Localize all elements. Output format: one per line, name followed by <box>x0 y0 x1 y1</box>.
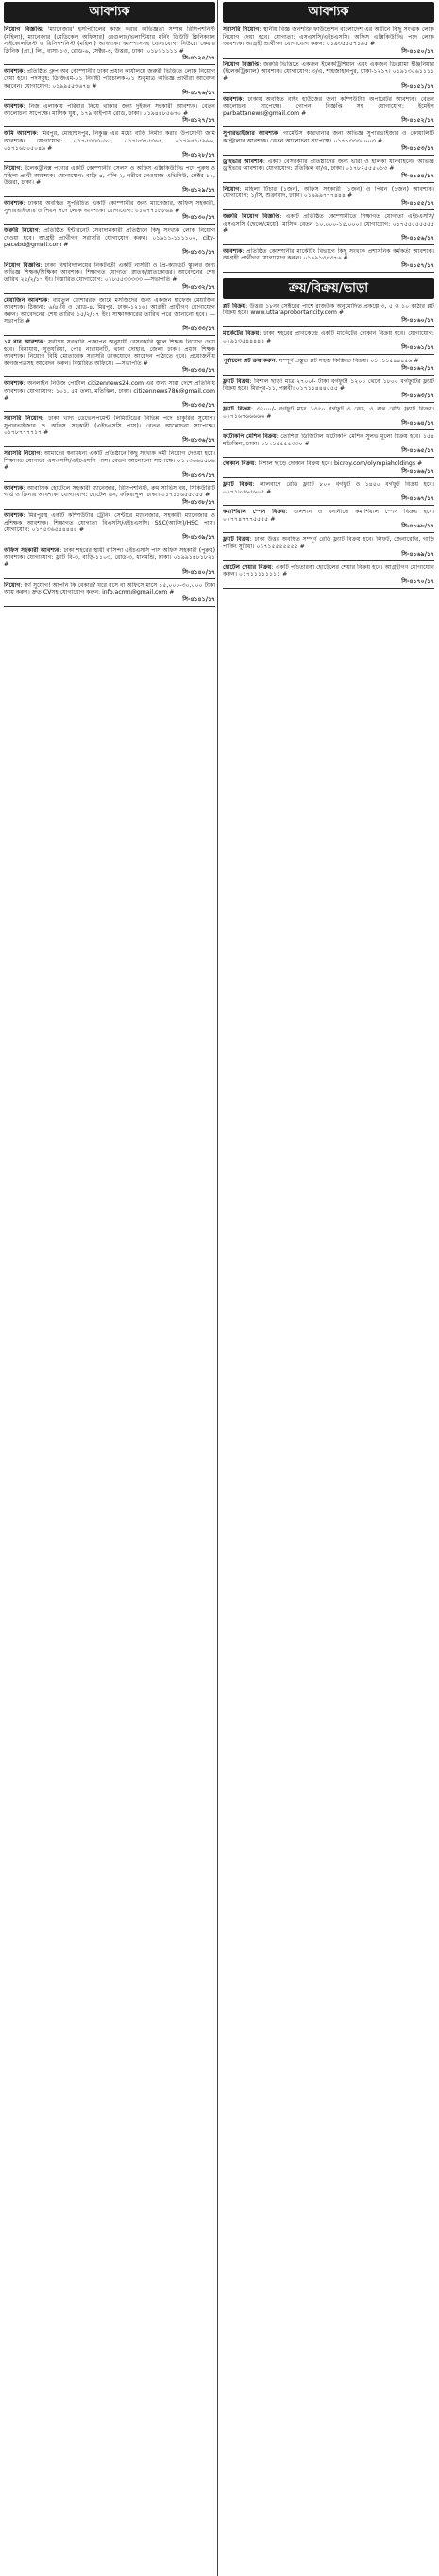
classified-ad <box>223 61 434 91</box>
ad-body: : ঢাকা উত্তর অবস্থিত সম্পূর্ণ রেডি ফ্ল্যাট বিক্রয় হবে। লিফট, জেনারেটর, গাড়ি পার্কিং সুবিধা। ০১৭১৫৫৫৫৫৫৫ # <box>223 536 434 550</box>
ad-body: : অনলাইন নিউজ পোর্টাল citizennews24.com এর জন্য সারা দেশে প্রতিনিধি আবশ্যক। যোগাযোগ: ১০১, ৫ম তলা, মতিঝিল, ঢাকা। citizennews786@gmail.com # <box>4 380 215 402</box>
ad-code: সি-৪১৭০/১৭ <box>401 577 434 585</box>
ad-separator <box>4 196 215 197</box>
ad-text <box>223 460 434 468</box>
ad-separator <box>4 293 215 294</box>
ad-body: : একটি পাঁচতারকা হোটেলের শেয়ার বিক্রয় হবে। আগ্রহীগণ যোগাযোগ করুন। ০১৭১১১১১১১১ # <box>223 563 434 578</box>
ad-title: আবশ্যক <box>4 199 24 207</box>
ad-body: : আমাদের স্বনামধন্য একটি প্রতিষ্ঠানে কিছু সংখ্যক কর্মী নিয়োগ দেওয়া হবে। শিক্ষাগত যোগ্যতা এসএসসি/এইচএসসি পাস। বেতন আলোচনা সাপেক্ষে। ০১৭৩৬৬৫৫৮৯ # <box>4 449 215 472</box>
ad-body: : উত্তরা ১৮নং সেক্টরের পাশে রাজউক অনুমোদিত প্রকল্পে ৩, ৫ ও ১০ কাঠার প্লট বিক্রয় হবে। www.uttaraprobortancity.com # <box>223 302 434 317</box>
classified-ad <box>223 433 434 455</box>
ad-code: সি-৪১৩৩/১৭ <box>182 326 215 333</box>
classified-ad <box>223 564 434 586</box>
ad-separator <box>223 326 434 327</box>
ad-title: সরাসরি নিয়োগ <box>4 449 41 457</box>
ad-text <box>223 303 434 317</box>
ad-title: পূর্বাচলে প্লট ক্রয় করুন <box>223 358 276 365</box>
ad-title: আবশ্যক <box>4 68 24 75</box>
classified-ad <box>4 380 215 410</box>
ad-body: : স্থানীয় বিজ্ঞ জনশক্তি ফাউন্ডেশন বাংলাদেশ এর অধীনে কিছু সংখ্যক লোক নিয়োগ দেয়া হবে। যোগ্যতা: এসএসসি/এইচএসসি। অফিস এক্সিকিউটিভ পদে লোক আবশ্যক। আগ্রহী প্রার্থীগণ যোগাযোগ করুন: ০১৯৩৫৫৫৭১৯৫ # <box>223 26 434 48</box>
ad-title: আবশ্যক <box>4 484 24 492</box>
ad-code: সি-৪১২৯/১৭ <box>182 186 215 193</box>
classified-ad <box>223 186 434 208</box>
ad-text <box>223 186 434 200</box>
ad-code: সি-৪১৩৪/১৭ <box>182 367 215 375</box>
ad-separator <box>4 578 215 579</box>
ad-body: : গুলশান ও বনানীতে কমার্শিয়াল স্পেস বিক্রয় হবে। ০১৭৭৪৭৭৭৫৫৫৫ # <box>223 509 434 523</box>
ad-separator <box>223 588 434 589</box>
ad-body: : ইলেকট্রনিক্স পণ্যের একটি কোম্পানীর সেলস ও অফিস এক্সিকিউটিভ পদে পুরুষ ও মহিলা প্রার্থী আবশ্যক। যোগাযোগ: বাড়ি-৪, গলি-২, গরীবে নেওয়াজ এভিনিউ, সেক্টর-১১, উত্তরা, ঢাকা। # <box>4 165 215 187</box>
classified-ad <box>4 485 215 507</box>
ad-text <box>4 165 215 187</box>
ad-title: ১ম বার আবশ্যক <box>4 339 44 346</box>
classified-ad <box>4 200 215 222</box>
classified-ad <box>4 262 215 292</box>
ad-text <box>4 415 215 437</box>
ad-title: ফটোকপি মেশিন বিক্রয় <box>223 433 277 441</box>
ad-code: সি-৪১৫৩/১৭ <box>401 144 434 152</box>
ad-code: সি-৪১৫২/১৭ <box>401 117 434 125</box>
ad-text <box>223 358 434 365</box>
ad-separator <box>223 272 434 273</box>
classified-ad <box>223 358 434 373</box>
right-section-heading: আবশ্যক <box>223 2 434 23</box>
classified-ad <box>4 582 215 604</box>
ad-code: সি-৪১৫০/১৭ <box>401 47 434 55</box>
classified-ad <box>223 378 434 400</box>
ad-title: ফ্ল্যাট বিক্রয় <box>223 536 250 544</box>
ad-code: সি-৪১২৬/১৭ <box>182 90 215 97</box>
ad-text <box>223 26 434 48</box>
ad-separator <box>223 429 434 430</box>
ad-code: সি-৪১৬৩/১৭ <box>401 393 434 400</box>
ad-code: সি-৪১৫৫/১৭ <box>401 199 434 207</box>
classified-ad <box>223 130 434 152</box>
ad-text <box>223 509 434 523</box>
ad-body: : সর্বশেষ সরকারি প্রজ্ঞাপন অনুযায়ী বেসরকারি স্কুলে শিক্ষক নিয়োগ দেয়া হবে। বিনাযায়, ঘুড়ঘরিয়া, পোঃ নারায়নটি, থানা দোহার, জেলা ঢাকা। প্রধান শিক্ষক আবশ্যক। নিয়োগ বিধি মোতাবেক সরাসরি ডাকযোগে আবেদন পাঠাতে হবে। প্রয়োজনীয় কাগজপত্রসহ আবেদন করুন। বিস্তারিত অফিসে। —সভাপতি # <box>4 339 215 367</box>
classified-ad <box>223 159 434 180</box>
ad-code: সি-৪১৩৭/১৭ <box>182 471 215 478</box>
right-column <box>223 0 434 2576</box>
ad-text <box>223 61 434 83</box>
ad-separator <box>4 606 215 607</box>
ad-body: : ঢাকা বিশ্ববিদ্যালয়ের নিকটবর্তী একটি নার্সারী ও প্রি-ক্যাডেট স্কুলের জন্য অভিজ্ঞ শিক্ষক/শিক্ষিকা আবশ্যক। শিক্ষাগত যোগ্যতা স্নাতক/স্নাতকোত্তর। আবেদনের শেষ তারিখ ২৫/২/১৭ ইং। বিস্তারিত যোগাযোগ: ০১৮৫৫৩৩৩৩৩ —সভাপতি # <box>4 261 215 284</box>
left-section-heading: আবশ্যক <box>4 2 215 23</box>
ad-text <box>4 547 215 569</box>
classified-ad <box>4 339 215 375</box>
ad-text <box>223 330 434 344</box>
ad-text <box>4 339 215 367</box>
ad-separator <box>223 457 434 458</box>
ad-title: আবশ্যক <box>223 95 243 103</box>
classified-ad <box>4 450 215 479</box>
ad-code: সি-৪১৬৬/১৭ <box>401 468 434 475</box>
ad-body: : গার্মেন্টস কারখানার জন্য অভিজ্ঞ সুপারভাইজার ও কোয়ালিটি কন্ট্রোলার আবশ্যক। বেতন আলোচনা সাপেক্ষে। ০১৭১৩৩৩০০০৩ # <box>223 130 434 144</box>
classified-ad <box>223 96 434 125</box>
right-section-heading-2: ক্রয়/বিক্রয়/ভাড়া <box>223 278 434 299</box>
classified-ad <box>223 248 434 270</box>
ad-text <box>223 96 434 118</box>
ad-code: সি-৪১৩৬/১৭ <box>182 436 215 443</box>
ad-body: : 'ম্যানেজার' হসপিটালের কাজ করার অভিজ্ঞতা সম্পন্ন রিসিপশনিস্ট (মহিলা), ম্যানেজার (মেডিকেল অফিসার) রেগুলার/ভলান্টিয়ার মর্নিং ডিউটি ক্লিনিক্যাল সাইকোলজিস্ট ও রিসিপশনিস্ট (মহিলা) আবশ্যক। ক্যাম্পাসসহ যোগাযোগ: নিউরো কেয়ার ক্লিনিক (প্রা.) লি., বাসা-১৩, রোড-৬, সেক্টর-৩, উত্তরা, ঢাকা। ০১৮১১১১১ # <box>4 26 215 55</box>
ad-code: সি-৪১৩৮/১৭ <box>182 498 215 506</box>
ad-title: নিয়োগ বিজ্ঞপ্তি <box>4 261 41 269</box>
classified-ad <box>223 460 434 476</box>
ad-separator <box>223 126 434 127</box>
ad-separator <box>223 58 434 59</box>
ad-title: ফ্ল্যাট বিক্রয় <box>223 377 250 385</box>
classified-ad <box>4 130 215 159</box>
classified-ad <box>4 26 215 62</box>
ad-separator <box>223 375 434 376</box>
ad-title: কমার্শিয়াল স্পেস বিক্রয় <box>223 509 286 516</box>
ad-text <box>4 512 215 534</box>
classified-ad <box>4 165 215 194</box>
ad-body: : ঢাকা খাদ্য ডেভেলপমেন্ট লিমিটেডের বিভিন্ন পদে চাকুরির সুযোগ। সুপারভাইজার ও অফিস সহকারী (এইচএসসি পাস)। বেতন আলোচনা সাপেক্ষে। ০১৭৮৭৭৭৭১৭ # <box>4 415 215 437</box>
ad-title: নিয়োগ <box>4 165 21 173</box>
ad-text <box>223 536 434 550</box>
ad-body: : মহিলা টিচার (১জন), অফিস সহকারী (১জন) ও পিয়ন (১জন) আবশ্যক। যোগাযোগ: ১/সি, শুক্রাবাদ, ঢাকা। ০১৯৯৯৭৭৭৪৪৪ # <box>223 185 434 200</box>
classified-ad <box>4 103 215 125</box>
ad-body: : মিরপুরস্থ একটি কম্পিউটার ট্রেনিং সেন্টারে ম্যানেজার, সহকারী ম্যানেজার ও প্রশিক্ষক আবশ্যক। শিক্ষাগত যোগ্যতা বিএসসি/এইচএসসি। SSC(আর্টস)/HSC পাস। যোগাযোগ: ০১৭৫৩৬৫৪৪৪৪৪ # <box>4 511 215 534</box>
column-divider <box>217 0 218 2576</box>
classified-ad <box>4 297 215 333</box>
ad-title: সরাসরি নিয়োগ <box>223 26 260 33</box>
ad-title: সরাসরি নিয়োগ <box>4 415 42 423</box>
ad-separator <box>223 477 434 478</box>
ad-code: সি-৪১৩৯/১৭ <box>182 533 215 541</box>
ad-text <box>223 248 434 262</box>
ad-separator <box>223 505 434 506</box>
ad-body: : নিজ এলাকায় পরিবার নিয়ে থাকার জন্য দুইজন সহকারী আবশ্যক। বেতন আলোচনা সাপেক্ষে। মাসিক ঘুষ্য, ১৭৯ বাইপাস রোড, ঢাকা। ০১৯৪৪৮৫৬৭০ # <box>4 103 215 117</box>
ad-body: : প্রতিষ্ঠিত গ্রুপ অব কোম্পানীর ঢাকা প্রধান কার্যালয়ে জরুরী ভিত্তিতে লোক নিয়োগ দেয়া হবে। পদসমূহ: ডিজিএম-০১ নির্বাহী পরিচালক-০১ শুধুমাত্র অভিজ্ঞ প্রার্থীরা আবেদন করবেন। যোগাযোগ: ০১৯৯৫৫৩৬৭৪ # <box>4 68 215 90</box>
ad-title: মার্কেটের বিক্রয় <box>223 330 260 338</box>
ad-separator <box>223 560 434 561</box>
ad-body: : প্রতিষ্ঠিত ইন্টারনেট সেবাদানকারী প্রতিষ্ঠানে কিছু সংখ্যক লোক নিয়োগ দেওয়া হবে। আগ্রহী প্রার্থীগণ সরাসরি যোগাযোগ করুন। ০১৬১১-১১১১০০, city-pacebd@gmail.com # <box>4 227 215 249</box>
ad-separator <box>223 244 434 245</box>
ad-text <box>4 26 215 55</box>
ad-title: ড্রাইভার আবশ্যক <box>223 158 263 165</box>
ad-text <box>223 130 434 144</box>
ad-code: সি-৪১৬১/১৭ <box>401 344 434 352</box>
ad-code: সি-৪১২৭/১৭ <box>182 117 215 125</box>
ad-title: নিয়োগ <box>4 581 21 589</box>
ad-code: সি-৪১৫১/১৭ <box>401 82 434 90</box>
classified-ad <box>223 509 434 530</box>
ad-separator <box>223 209 434 210</box>
ad-code: সি-৪১৬৪/১৭ <box>401 420 434 427</box>
ad-separator <box>223 182 434 183</box>
ad-text <box>223 406 434 420</box>
ad-code: সি-৪১৫৬/১৭ <box>401 234 434 242</box>
ad-text <box>223 481 434 495</box>
ad-separator <box>4 481 215 482</box>
ad-text <box>223 378 434 393</box>
classified-ad <box>223 303 434 325</box>
classified-ad <box>223 26 434 56</box>
ad-title: নিয়োগ <box>223 185 240 192</box>
ad-separator <box>4 446 215 447</box>
ad-text <box>4 297 215 326</box>
ad-text <box>4 485 215 499</box>
ad-title: ফ্ল্যাট বিক্রয় <box>223 481 253 488</box>
classified-ad <box>223 406 434 427</box>
ad-body: : বায়তুল মোশাররফ জামে মসজিদের জন্য একজন হাফেজ মেয়াজিন আবশ্যক। ঠিকানা: ৬/৪-বি ও রোড-৪, মিরপুর, ঢাকা-১২১৬। আগ্রহী প্রার্থীগণ যোগাযোগ করুন। আবেদনের শেষ তারিখ ১৫/২/১৭ ইং। সাক্ষাৎকারের তারিখ পরে জানানো হবে। —সভাপতি # <box>4 296 215 326</box>
ad-body: : একটি বেসরকারি প্রতিষ্ঠানের জন্য ভারী ও হালকা যানবাহনের অভিজ্ঞ ড্রাইভার আবশ্যক। যোগাযোগ: মতিঝিল বা/এ, ঢাকা। ০১৭৮২৫৫৫০১৩ # <box>223 158 434 173</box>
ad-text <box>223 213 434 235</box>
ad-body: : বিশাল ছাড়! মাত্র ২৭০০/- টাকা বর্গফুট! ১২০০ থেকে ১৮০০ বর্গফুটের ফ্ল্যাট বিক্রয় হবে। মিরপুর-১১, পল্লবী। ০১৭১১৪৪৪৫৫৫ # <box>223 377 434 393</box>
ad-code: সি-৪১৫৪/১৭ <box>401 172 434 179</box>
ad-code: সি-৪১৩৫/১৭ <box>182 402 215 410</box>
ad-separator <box>223 402 434 403</box>
ad-text <box>223 564 434 578</box>
classified-ad <box>223 481 434 503</box>
classified-ad <box>223 536 434 558</box>
ad-text <box>4 262 215 284</box>
ad-separator <box>223 354 434 355</box>
classified-ad <box>4 512 215 542</box>
ad-code: সি-৪১৬০/১৭ <box>401 317 434 325</box>
ad-separator <box>4 224 215 225</box>
ad-separator <box>223 92 434 93</box>
classified-ad <box>4 68 215 97</box>
ad-body: : জরুরি ভিত্তিতে একজন ইলেকট্রিশিয়ান এবং একজন ডিপ্লোমা ইঞ্জিনিয়ার (ইলেকট্রিক্যাল) আবশ্যক। যোগাযোগ: ৩/এ, শাহজাহানপুর, ঢাকা-১২১৭। ০১৯১৩৫৬১১১১ # <box>223 60 434 82</box>
left-column <box>4 0 215 2576</box>
ad-text <box>4 380 215 402</box>
ad-title: আবশ্যক <box>4 380 24 388</box>
ad-code: সি-৪১৪০/১৭ <box>182 568 215 576</box>
ad-text <box>4 68 215 90</box>
ad-body: : ঢাকায় অবস্থিত সুপরিচিত একটি কোম্পানীর জন্য ম্যানেজার, অফিস সহকারী, সুপারভাইজার ও পিয়ন পদে লোক আবশ্যক। যোগাযোগ: ০১৬৭৭১৮৮৬৯ # <box>4 199 215 214</box>
ad-text <box>223 433 434 447</box>
ad-body: : প্রতিষ্ঠিত কোম্পানীর মার্কেটিং বিভাগে কিছু সংখ্যক প্রশাসনিক কর্মকর্তা আবশ্যক। আগ্রহী প্রার্থীগণ যোগাযোগ করুন। ০১৯৯১৩৪৩৭৬ # <box>223 247 434 262</box>
ad-text <box>4 130 215 152</box>
ad-separator <box>4 64 215 65</box>
right-ads-list-2 <box>223 303 434 589</box>
ad-title: আবশ্যক <box>223 247 243 255</box>
ad-body: : ঢাকায় অবস্থিত বাইং হাউজের জন্য কম্পিউটার অপারেটর আবশ্যক। বেতন আলোচনা সাপেক্ষে। গোপন বিজ্ঞপ্তি সহ যোগাযোগ: ইমেইল parbattanews@gmail.com # <box>223 95 434 117</box>
ad-text <box>4 227 215 249</box>
ad-code: সি-৪১৬৭/১৭ <box>401 495 434 503</box>
ad-title: জরুরি নিয়োগ বিজ্ঞপ্তি <box>223 212 280 220</box>
ad-body: : ঢাকা শহরের স্থায়ী বাসিন্দা এইচএসসি পাস অফিস সহকারী (পুরুষ) আবশ্যক। যোগাযোগ: ফ্লাট বি-৩, বাড়ি-১১০৩, রোড-৩, ধানমন্ডি, ঢাকা। ০১৯৯১৪৮১৮২১ # <box>4 546 215 568</box>
left-ads-list <box>4 26 215 607</box>
right-ads-list <box>223 26 434 273</box>
ad-separator <box>4 161 215 162</box>
ad-separator <box>223 532 434 533</box>
ad-title: জরুরি নিয়োগ <box>4 227 39 235</box>
ad-text <box>4 103 215 117</box>
ad-title: আবশ্যক <box>4 103 24 110</box>
ad-code: সি-৪১৬৮/১৭ <box>401 523 434 530</box>
ad-title: নিয়োগ বিজ্ঞপ্তি <box>4 26 42 33</box>
ad-text <box>223 159 434 173</box>
ad-body: : একটি প্রতিষ্ঠিত কোম্পানীতে শিক্ষাগত যোগ্যতা এইচএসসি/এসএসসি (ছেলে/মেয়ে)। মাসিক বেতন ১০,০০০-১৫,০০০। যোগাযোগ: ০১৭৫৫৫৫৫৫৫৫ # <box>223 212 434 235</box>
classified-ad <box>4 227 215 257</box>
ad-text <box>4 582 215 596</box>
ad-separator <box>4 411 215 412</box>
ad-code: সি-৪১৬৯/১৭ <box>401 550 434 558</box>
ad-title: মেয়াজিন আবশ্যক <box>4 296 48 304</box>
ad-title: জমি আবশ্যক <box>4 130 37 138</box>
ad-separator <box>4 335 215 336</box>
ad-title: নিয়োগ বিজ্ঞপ্তি <box>223 60 260 68</box>
ad-separator <box>4 99 215 100</box>
ad-text <box>4 200 215 214</box>
ad-code: সি-৪১৬৫/১৭ <box>401 447 434 455</box>
ad-body: : মিরপুর, মোহাম্মদপুর, নিকুঞ্জ এর মধ্যে বাড়ি নির্মাণ করার উপযোগী জমি আবশ্যক। যোগাযোগ: ০১৭৫৩৩৩০৮৫, ০১৭৮৩৭৫৩৬৭, ০১৭৯৪১৫৯৬৬, ০১৭১৬৮০৫০৪৬ # <box>4 130 215 152</box>
ad-text <box>4 450 215 472</box>
ad-title: অফিস সহকারী আবশ্যক <box>4 546 60 554</box>
ad-title: দোকান বিক্রয় <box>223 460 255 468</box>
ad-code: সি-৪১২৫/১৭ <box>182 55 215 62</box>
ad-separator <box>4 376 215 377</box>
ad-body: : আবাসিক হোটেলে সহকারী ম্যানেজার, রিসিপশনিস্ট, রুম সার্ভিস বয়, সিকিউরিটি গার্ড ও ক্লিনার আবশ্যক। যোগাযোগ: হোটেল ডন, ফকিরাপুল, ঢাকা। ০১৭১১৬৫৫৫৫৫ # <box>4 484 215 499</box>
ad-title: হোটেল শেয়ার বিক্রয় <box>223 563 272 571</box>
ad-body: : স্বর্ণ সুযোগ! আপনি কি বেকার? ঘরে বসে বা অফিসে মাসে ১৫,০০০-৩০,০০০ টাকা আয় করুন। দ্রুত CVসহ যোগাযোগ করুন: info.acmn@gmail.com # <box>4 581 215 596</box>
ad-code: সি-৪১৬২/১৭ <box>401 364 434 372</box>
classified-ad <box>223 330 434 352</box>
ad-code: সি-৪১৩০/১৭ <box>182 214 215 222</box>
ad-body: : ঢাকা শহরের প্রাণকেন্দ্রে একটি মার্কেটের দোকান বিক্রয় হবে। যোগাযোগ: ০১৯১৩৫৪৪৪৪৪ # <box>223 330 434 344</box>
ad-separator <box>4 509 215 510</box>
ad-body: : সম্পূর্ণ প্রস্তুত প্লট সহজ কিস্তিতে বিক্রয়। ০১৭১১৫৪৪৪৫৬ # <box>275 358 419 365</box>
ad-separator <box>4 126 215 127</box>
classified-ad <box>4 547 215 577</box>
ad-code: সি-৪১৫৭/১৭ <box>401 261 434 269</box>
ad-body: : তোশিবা ডিজিটাল ফটোকপি মেশিন সুলভ মূল্যে বিক্রয় হবে। ১৫৪ মতিঝিল, ঢাকা। ০১৭১৫৫৫৫৩৩০ # <box>223 433 434 447</box>
classified-ad <box>4 415 215 444</box>
ad-body: : লালবাগে রেডি ফ্ল্যাট ৮০০ বর্গফুট ও ১৪৫০ বর্গফুট বিক্রয় হবে। ০১৭১৮৫৬৫৬০৫ # <box>223 481 434 495</box>
ad-title: আবশ্যক <box>4 511 24 519</box>
ad-separator <box>223 155 434 156</box>
ad-code: সি-৪১৩১/১৭ <box>182 248 215 256</box>
ad-title: প্লট বিক্রয় <box>223 302 246 309</box>
classified-ad <box>223 213 434 243</box>
ad-code: সি-৪১৩২/১৭ <box>182 283 215 291</box>
ad-code: সি-৪১২৮/১৭ <box>182 152 215 159</box>
ad-title: ফ্ল্যাট বিক্রয় <box>223 406 251 413</box>
ad-title: সুপারভাইজার আবশ্যক <box>223 130 279 138</box>
ad-code: সি-৪১৪১/১৭ <box>182 595 215 603</box>
ad-body: : ৩২০০/- বর্গফুট মাত্র ১৩৫০ বর্গফুট ৩ বেড, ৩ বাথ রেডি ফ্ল্যাট বিক্রয়। ০১৭১৬৭৬৬৬৬৬ # <box>223 406 434 420</box>
ad-body: : বিশাল ছাড়ে দোকান বিক্রয় হবে। bicroy.com/olympiaholdings # <box>254 460 423 468</box>
